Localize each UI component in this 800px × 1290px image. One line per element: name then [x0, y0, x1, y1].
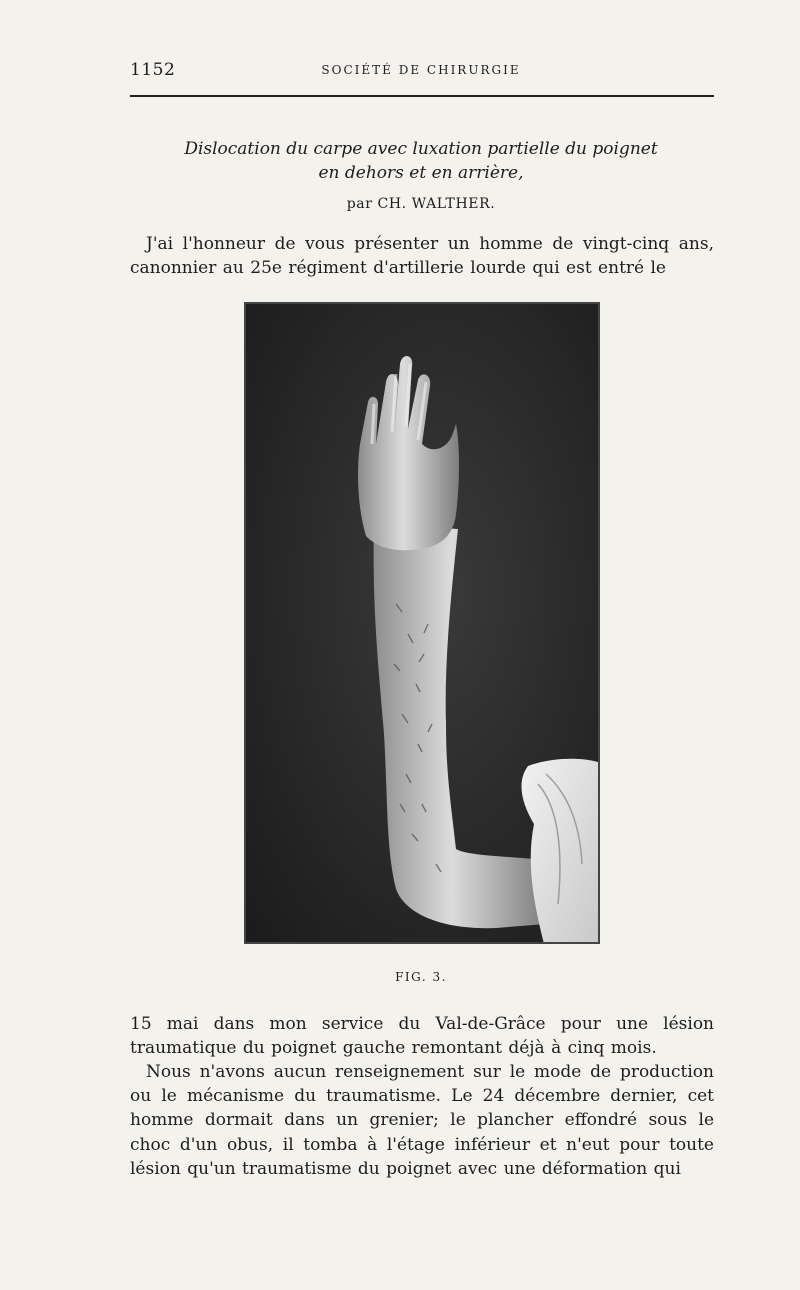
article-title [130, 137, 712, 185]
figure-caption: FIG. 3. [395, 970, 447, 984]
figure-photograph-arm [244, 302, 600, 944]
header-rule [130, 95, 714, 97]
article-title-line-2: en dehors et en arrière, [318, 163, 524, 183]
paragraph-1: J'ai l'honneur de vous présenter un homme de vingt-cinq ans, canonnier au 25e régiment d'artillerie lourde qui est entré le [130, 234, 714, 279]
page-header [130, 60, 712, 82]
article-title-line-1: Dislocation du carpe avec luxation partielle du poignet [184, 139, 658, 159]
paragraph-3: Nous n'avons aucun renseignement sur le mode de production ou le mécanisme du traumatisme. Le 24 décembre dernier, cet homme dormait dans un grenier; le plancher effondré sous le choc d'un obus, il tomba à l'étage inférieur et n'eut pour toute lésion qu'un traumatisme du poignet avec une déformation qui [130, 1062, 714, 1179]
paragraph-2: 15 mai dans mon service du Val-de-Grâce pour une lésion traumatique du poignet gauche remontant déjà à cinq mois. [130, 1014, 714, 1059]
page-number: 1152 [130, 60, 176, 80]
article-author: par CH. WALTHER. [346, 196, 496, 212]
running-head: SOCIÉTÉ DE CHIRURGIE [321, 63, 521, 77]
arm-photograph [246, 304, 598, 942]
